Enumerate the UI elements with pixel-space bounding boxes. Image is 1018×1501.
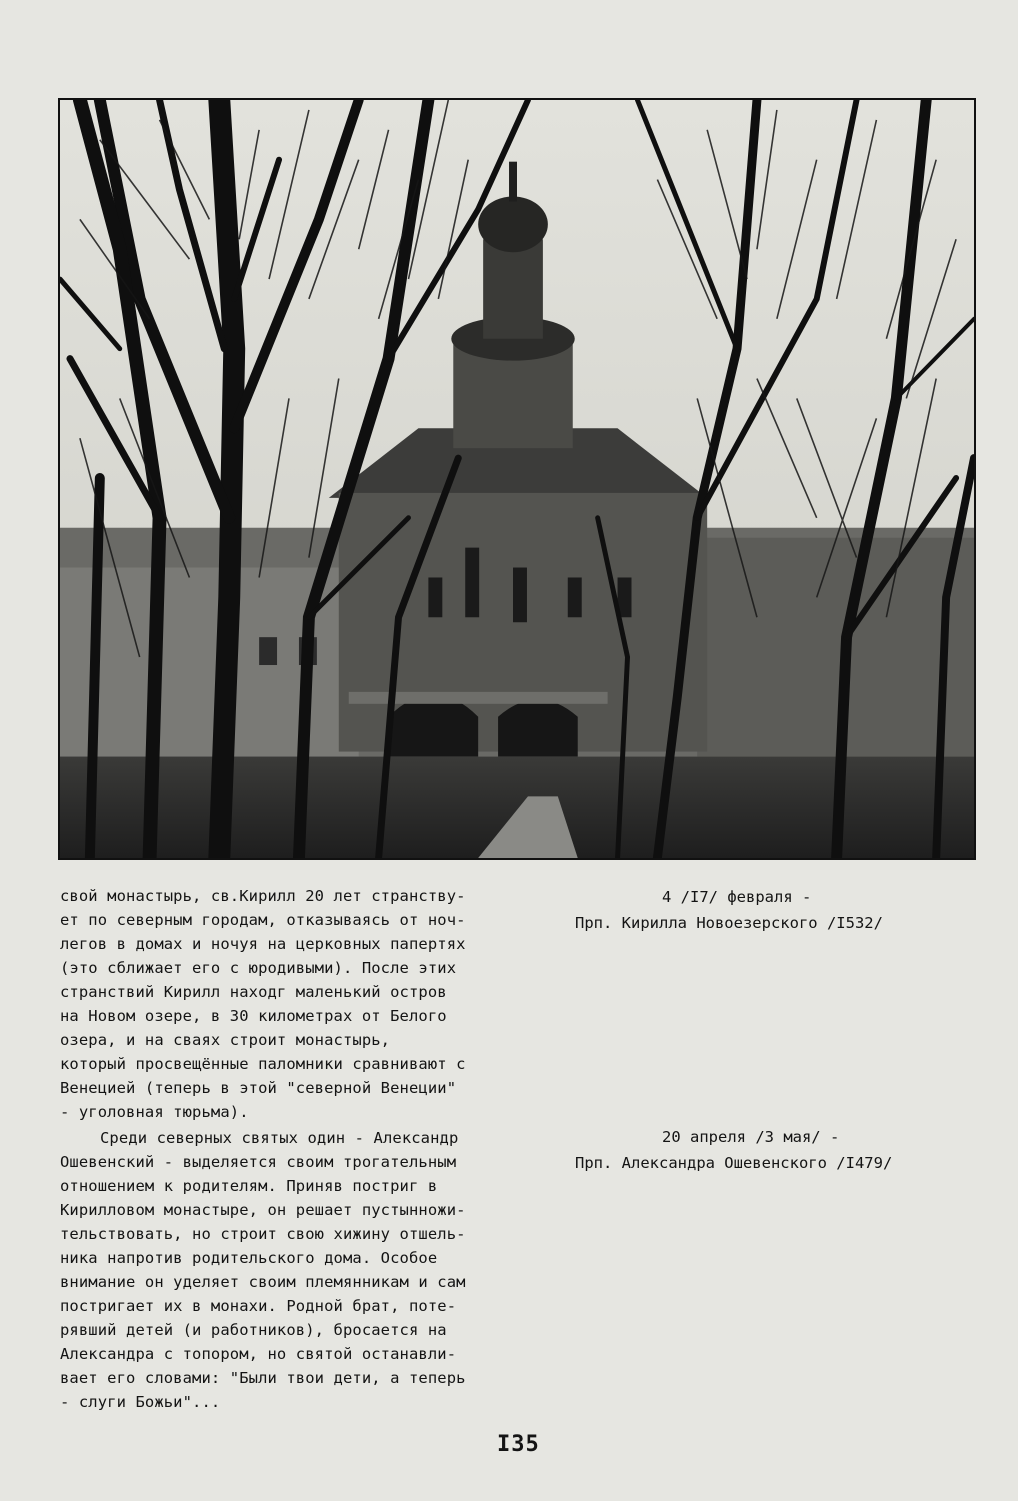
feast-date-alexander: 20 апреля /3 мая/ - xyxy=(662,1128,840,1146)
monastery-illustration xyxy=(60,100,974,858)
paragraph-kirill: свой монастырь, св.Кирилл 20 лет странству- ет по северным городам, отказываясь от ноч- легов в домах и ночуя на церковных папертях (это сближает его с юродивыми). После этих странствий Кирилл находг маленький остров на Новом озере, в 30 километрах от Белого озера, и на сваях строит монастырь, который просвещённые паломники сравнивают с Венецией (теперь в этой "северной Венеции" - уголовная тюрьма). xyxy=(60,887,466,1121)
monastery-photo xyxy=(58,98,976,860)
feast-name-kirill: Прп. Кирилла Новоезерского /I532/ xyxy=(575,914,883,932)
page-number: I35 xyxy=(497,1432,540,1457)
paragraph-alexander: Среди северных святых один - Александр Ошевенский - выделяется своим трогательным отношением к родителям. Приняв постриг в Кирилловом монастыре, он решает пустынножи- тельствовать, но строит свою хижину отшель- ника напротив родительского дома. Особое внимание он уделяет своим племянникам и сам постригает их в монахи. Родной брат, поте- рявший детей (и работников), бросается на Александра с топором, но святой останавли- вает его словами: "Были твои дети, а теперь - слуги Божьи"... xyxy=(60,1129,466,1411)
article-text xyxy=(60,884,490,1414)
feast-date-kirill: 4 /I7/ февраля - xyxy=(662,888,812,906)
feast-name-alexander: Прп. Александра Ошевенского /I479/ xyxy=(575,1154,893,1172)
